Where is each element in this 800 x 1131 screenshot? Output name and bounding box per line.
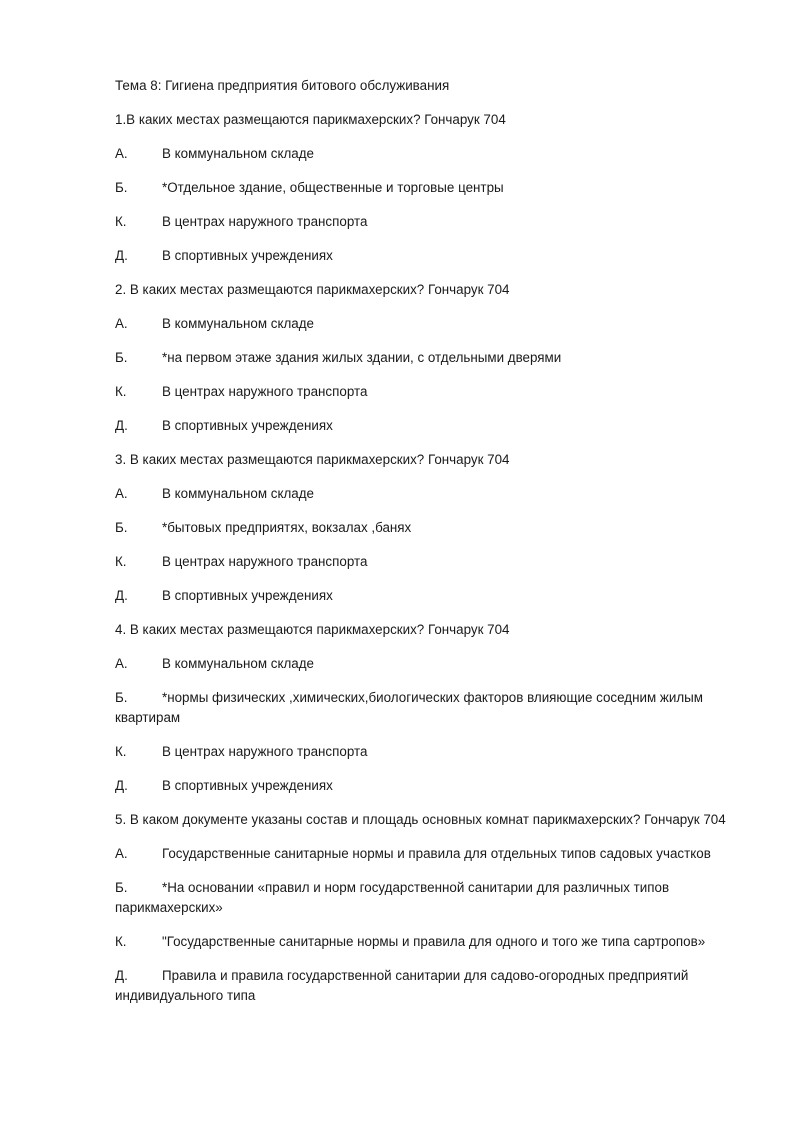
option-letter: А. bbox=[115, 316, 128, 331]
option-k bbox=[115, 382, 745, 402]
option-k bbox=[115, 552, 745, 572]
option-a bbox=[115, 654, 745, 674]
option-d bbox=[115, 966, 745, 1006]
option-text: *нормы физических ,химических,биологических факторов влияющие соседним жилым квартирам bbox=[115, 690, 703, 725]
option-letter: А. bbox=[115, 146, 128, 161]
option-letter: А. bbox=[115, 846, 128, 861]
option-text: В спортивных учреждениях bbox=[162, 248, 333, 263]
option-letter: А. bbox=[115, 486, 128, 501]
option-text: В спортивных учреждениях bbox=[162, 418, 333, 433]
option-text: Правила и правила государственной санитарии для садово-огородных предприятий индивидуального типа bbox=[115, 968, 689, 1003]
option-letter: К. bbox=[115, 934, 127, 949]
option-k bbox=[115, 932, 745, 952]
option-text: "Государственные санитарные нормы и правила для одного и того же типа сартропов» bbox=[162, 934, 706, 949]
question-2: 2. В каких местах размещаются парикмахерских? Гончарук 704 bbox=[115, 282, 510, 297]
option-d bbox=[115, 776, 745, 796]
option-b bbox=[115, 688, 745, 728]
option-text: *На основании «правил и норм государственной санитарии для различных типов парикмахерских» bbox=[115, 880, 670, 915]
option-letter: Б. bbox=[115, 520, 128, 535]
option-text: В коммунальном складе bbox=[162, 486, 314, 501]
option-b bbox=[115, 178, 745, 198]
option-b bbox=[115, 348, 745, 368]
option-a bbox=[115, 144, 745, 164]
option-letter: Б. bbox=[115, 880, 128, 895]
option-a bbox=[115, 314, 745, 334]
option-d bbox=[115, 246, 745, 266]
option-letter: Б. bbox=[115, 350, 128, 365]
option-a bbox=[115, 844, 745, 864]
option-d bbox=[115, 586, 745, 606]
option-k bbox=[115, 212, 745, 232]
option-letter: К. bbox=[115, 744, 127, 759]
option-b bbox=[115, 878, 745, 918]
option-text: В центрах наружного транспорта bbox=[162, 554, 368, 569]
option-letter: Б. bbox=[115, 690, 128, 705]
option-letter: А. bbox=[115, 656, 128, 671]
option-a bbox=[115, 484, 745, 504]
option-letter: Д. bbox=[115, 778, 128, 793]
option-letter: Б. bbox=[115, 180, 128, 195]
option-b bbox=[115, 518, 745, 538]
option-text: *на первом этаже здания жилых здании, с отдельными дверями bbox=[162, 350, 562, 365]
question-5: 5. В каком документе указаны состав и площадь основных комнат парикмахерских? Гончарук 704 bbox=[115, 812, 726, 827]
document-title: Тема 8: Гигиена предприятия битового обслуживания bbox=[115, 78, 450, 93]
option-letter: Д. bbox=[115, 968, 128, 983]
option-text: В центрах наружного транспорта bbox=[162, 384, 368, 399]
option-text: В коммунальном складе bbox=[162, 316, 314, 331]
question-4: 4. В каких местах размещаются парикмахерских? Гончарук 704 bbox=[115, 622, 510, 637]
option-letter: К. bbox=[115, 384, 127, 399]
option-text: В спортивных учреждениях bbox=[162, 588, 333, 603]
question-3: 3. В каких местах размещаются парикмахерских? Гончарук 704 bbox=[115, 452, 510, 467]
option-letter: К. bbox=[115, 554, 127, 569]
option-text: Государственные санитарные нормы и правила для отдельных типов садовых участков bbox=[162, 846, 711, 861]
document-page bbox=[115, 76, 745, 1006]
option-text: В спортивных учреждениях bbox=[162, 778, 333, 793]
option-text: *Отдельное здание, общественные и торговые центры bbox=[162, 180, 504, 195]
option-text: В коммунальном складе bbox=[162, 146, 314, 161]
option-letter: Д. bbox=[115, 418, 128, 433]
option-text: В центрах наружного транспорта bbox=[162, 214, 368, 229]
option-letter: Д. bbox=[115, 588, 128, 603]
option-letter: Д. bbox=[115, 248, 128, 263]
option-text: В коммунальном складе bbox=[162, 656, 314, 671]
option-d bbox=[115, 416, 745, 436]
question-1: 1.В каких местах размещаются парикмахерских? Гончарук 704 bbox=[115, 112, 506, 127]
option-letter: К. bbox=[115, 214, 127, 229]
option-k bbox=[115, 742, 745, 762]
option-text: В центрах наружного транспорта bbox=[162, 744, 368, 759]
option-text: *бытовых предприятях, вокзалах ,банях bbox=[162, 520, 412, 535]
